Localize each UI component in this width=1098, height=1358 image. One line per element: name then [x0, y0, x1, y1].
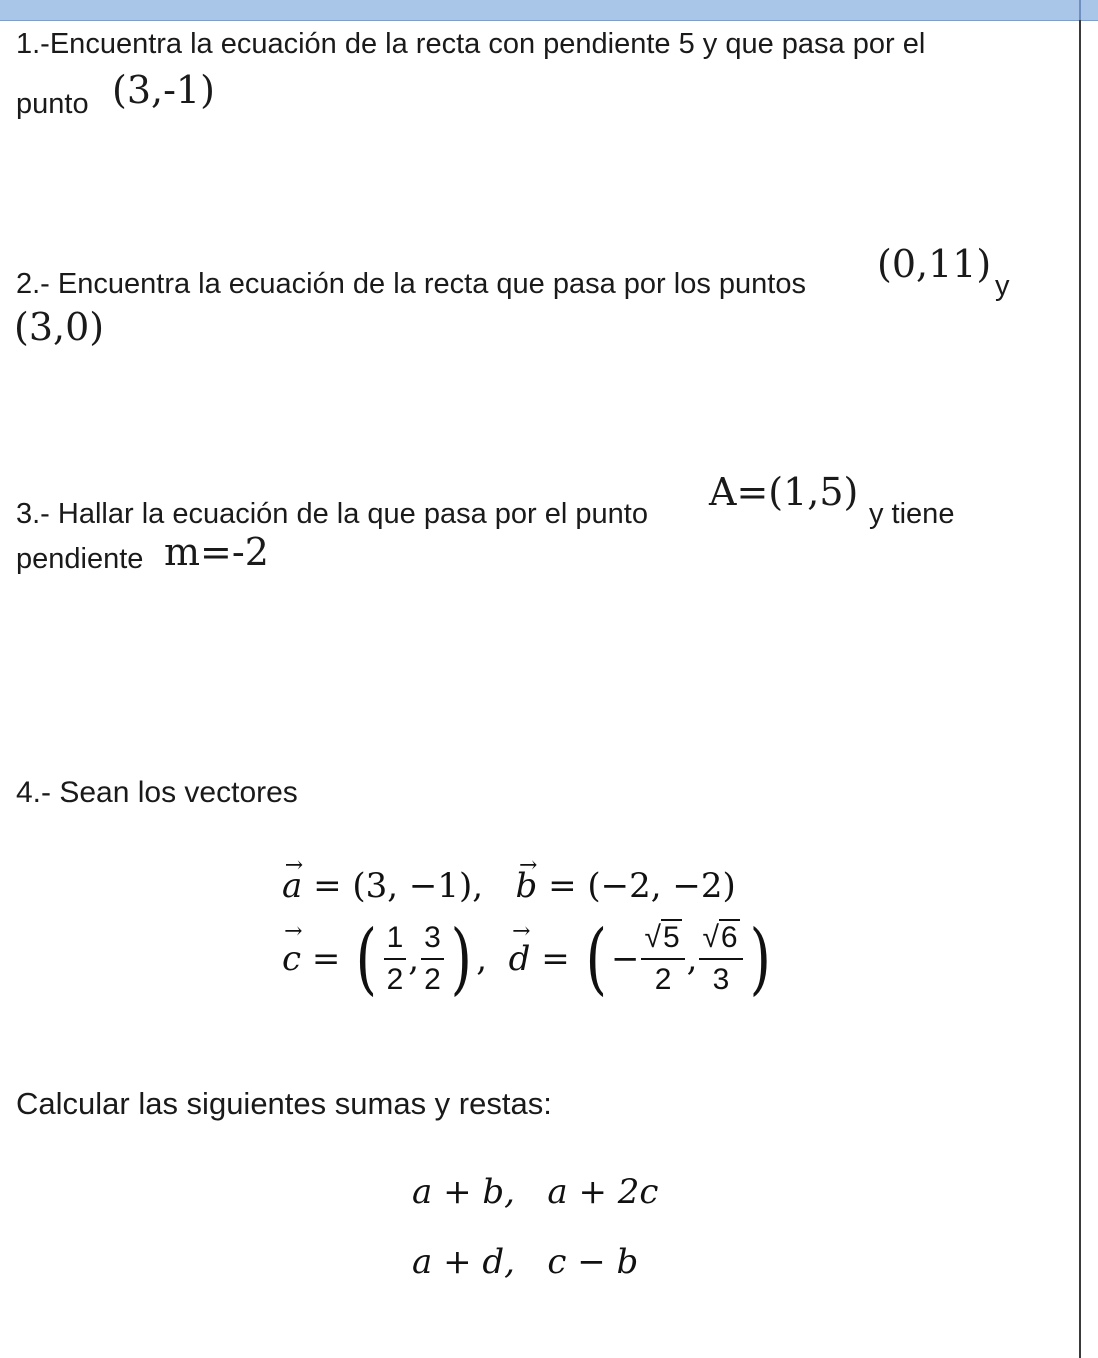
- operation-a-plus-2c: a + 2c: [547, 1172, 659, 1212]
- vector-b-value: (−2, −2): [587, 866, 736, 906]
- problem-3-point: A=(1,5): [709, 470, 859, 514]
- problem-2-point-2: (3,0): [14, 305, 105, 349]
- vector-a-symbol: → a: [282, 862, 302, 910]
- vector-b-symbol: → b: [516, 862, 538, 910]
- problem-1-text: 1.-Encuentra la ecuación de la recta con pendiente 5 y que pasa por el: [16, 28, 926, 60]
- operations-row-2: [412, 1240, 638, 1284]
- problem-4-intro: 4.- Sean los vectores: [16, 776, 298, 809]
- problem-3-text: 3.- Hallar la ecuación de la que pasa por el punto: [16, 498, 648, 530]
- problem-3-slope: m=-2: [164, 530, 269, 574]
- problem-1-label-punto: punto: [16, 88, 89, 120]
- top-bar-divider: [1079, 0, 1081, 20]
- operation-a-plus-b: a + b,: [412, 1172, 515, 1212]
- problem-2-conjunction: y: [995, 270, 1010, 302]
- problem-2-text: 2.- Encuentra la ecuación de la recta que pasa por los puntos: [16, 268, 806, 300]
- operation-a-plus-d: a + d,: [412, 1242, 515, 1282]
- right-border: [1079, 20, 1081, 1358]
- problem-1-point: (3,-1): [112, 68, 215, 112]
- vector-d-frac-1: $\frac{√5}{2}$: [641, 918, 684, 1000]
- problem-2-point-1: (0,11): [877, 242, 992, 286]
- operation-c-minus-b: c − b: [547, 1242, 639, 1282]
- vector-d-frac-2: $\frac{√6}{3}$: [699, 918, 742, 1000]
- vectors-a-b: → a = (3, −1), → b = (−2, −2): [282, 862, 736, 910]
- vectors-c-d: → c = ( $\frac{1}{2}$ , $\frac{3}{2}$ ) , → d = ( − $\frac{√5}{2}$ , $\frac{√6}{3}$ ): [282, 918, 775, 1028]
- vector-c-symbol: → c: [282, 939, 301, 979]
- vector-c-frac-2: $\frac{3}{2}$: [421, 918, 444, 1000]
- operations-row-1: [412, 1170, 658, 1214]
- top-bar: [0, 0, 1098, 21]
- vector-d-symbol: → d: [509, 939, 531, 979]
- vector-a-value: (3, −1),: [352, 866, 484, 906]
- vector-c-frac-1: $\frac{1}{2}$: [384, 918, 407, 1000]
- problem-3-text-after: y tiene: [869, 498, 955, 530]
- problem-4-instruction: Calcular las siguientes sumas y restas:: [16, 1086, 552, 1121]
- problem-3-label-pendiente: pendiente: [16, 543, 144, 575]
